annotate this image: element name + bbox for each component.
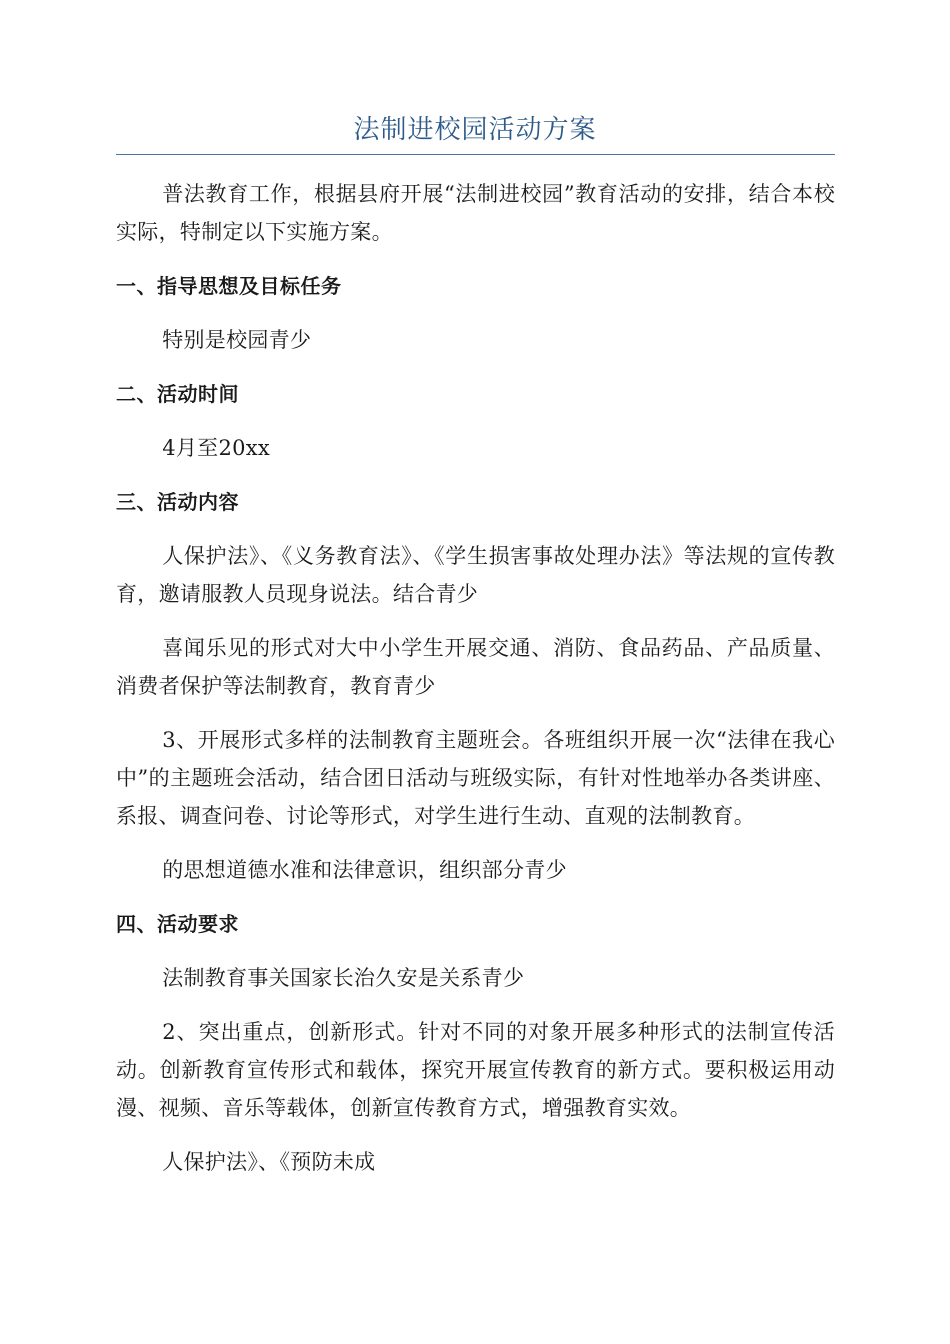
section-4-paragraph-2: 2、突出重点，创新形式。针对不同的对象开展多种形式的法制宣传活动。创新教育宣传形式和载体，探究开展宣传教育的新方式。要积极运用动漫、视频、音乐等载体，创新宣传教育方式，增强教育实效。 (116, 1020, 835, 1120)
section-2-paragraph: 4月至20xx (162, 436, 271, 460)
section-heading-3: 三、活动内容 (116, 490, 239, 514)
section-heading-4: 四、活动要求 (116, 912, 239, 936)
section-3-paragraph-2: 喜闻乐见的形式对大中小学生开展交通、消防、食品药品、产品质量、消费者保护等法制教育，教育青少 (116, 636, 835, 698)
section-heading-1: 一、指导思想及目标任务 (116, 274, 342, 298)
title-underline (116, 154, 835, 155)
document-body (116, 175, 835, 1197)
document-title: 法制进校园活动方案 (353, 115, 597, 145)
section-3-paragraph-3: 3、开展形式多样的法制教育主题班会。各班组织开展一次“法律在我心中”的主题班会活动，结合团日活动与班级实际，有针对性地举办各类讲座、系报、调查问卷、讨论等形式，对学生进行生动、直观的法制教育。 (116, 728, 835, 828)
section-1-paragraph: 特别是校园青少 (162, 328, 312, 352)
section-heading-2: 二、活动时间 (116, 382, 239, 406)
section-3-paragraph-1: 人保护法》、《义务教育法》、《学生损害事故处理办法》等法规的宣传教育，邀请服教人员现身说法。结合青少 (116, 544, 835, 606)
section-3-paragraph-4: 的思想道德水准和法律意识，组织部分青少 (162, 858, 567, 882)
section-4-paragraph-3: 人保护法》、《预防未成 (162, 1150, 376, 1174)
section-4-paragraph-1: 法制教育事关国家长治久安是关系青少 (162, 966, 525, 990)
intro-paragraph: 普法教育工作，根据县府开展“法制进校园”教育活动的安排，结合本校实际，特制定以下实施方案。 (116, 182, 835, 244)
